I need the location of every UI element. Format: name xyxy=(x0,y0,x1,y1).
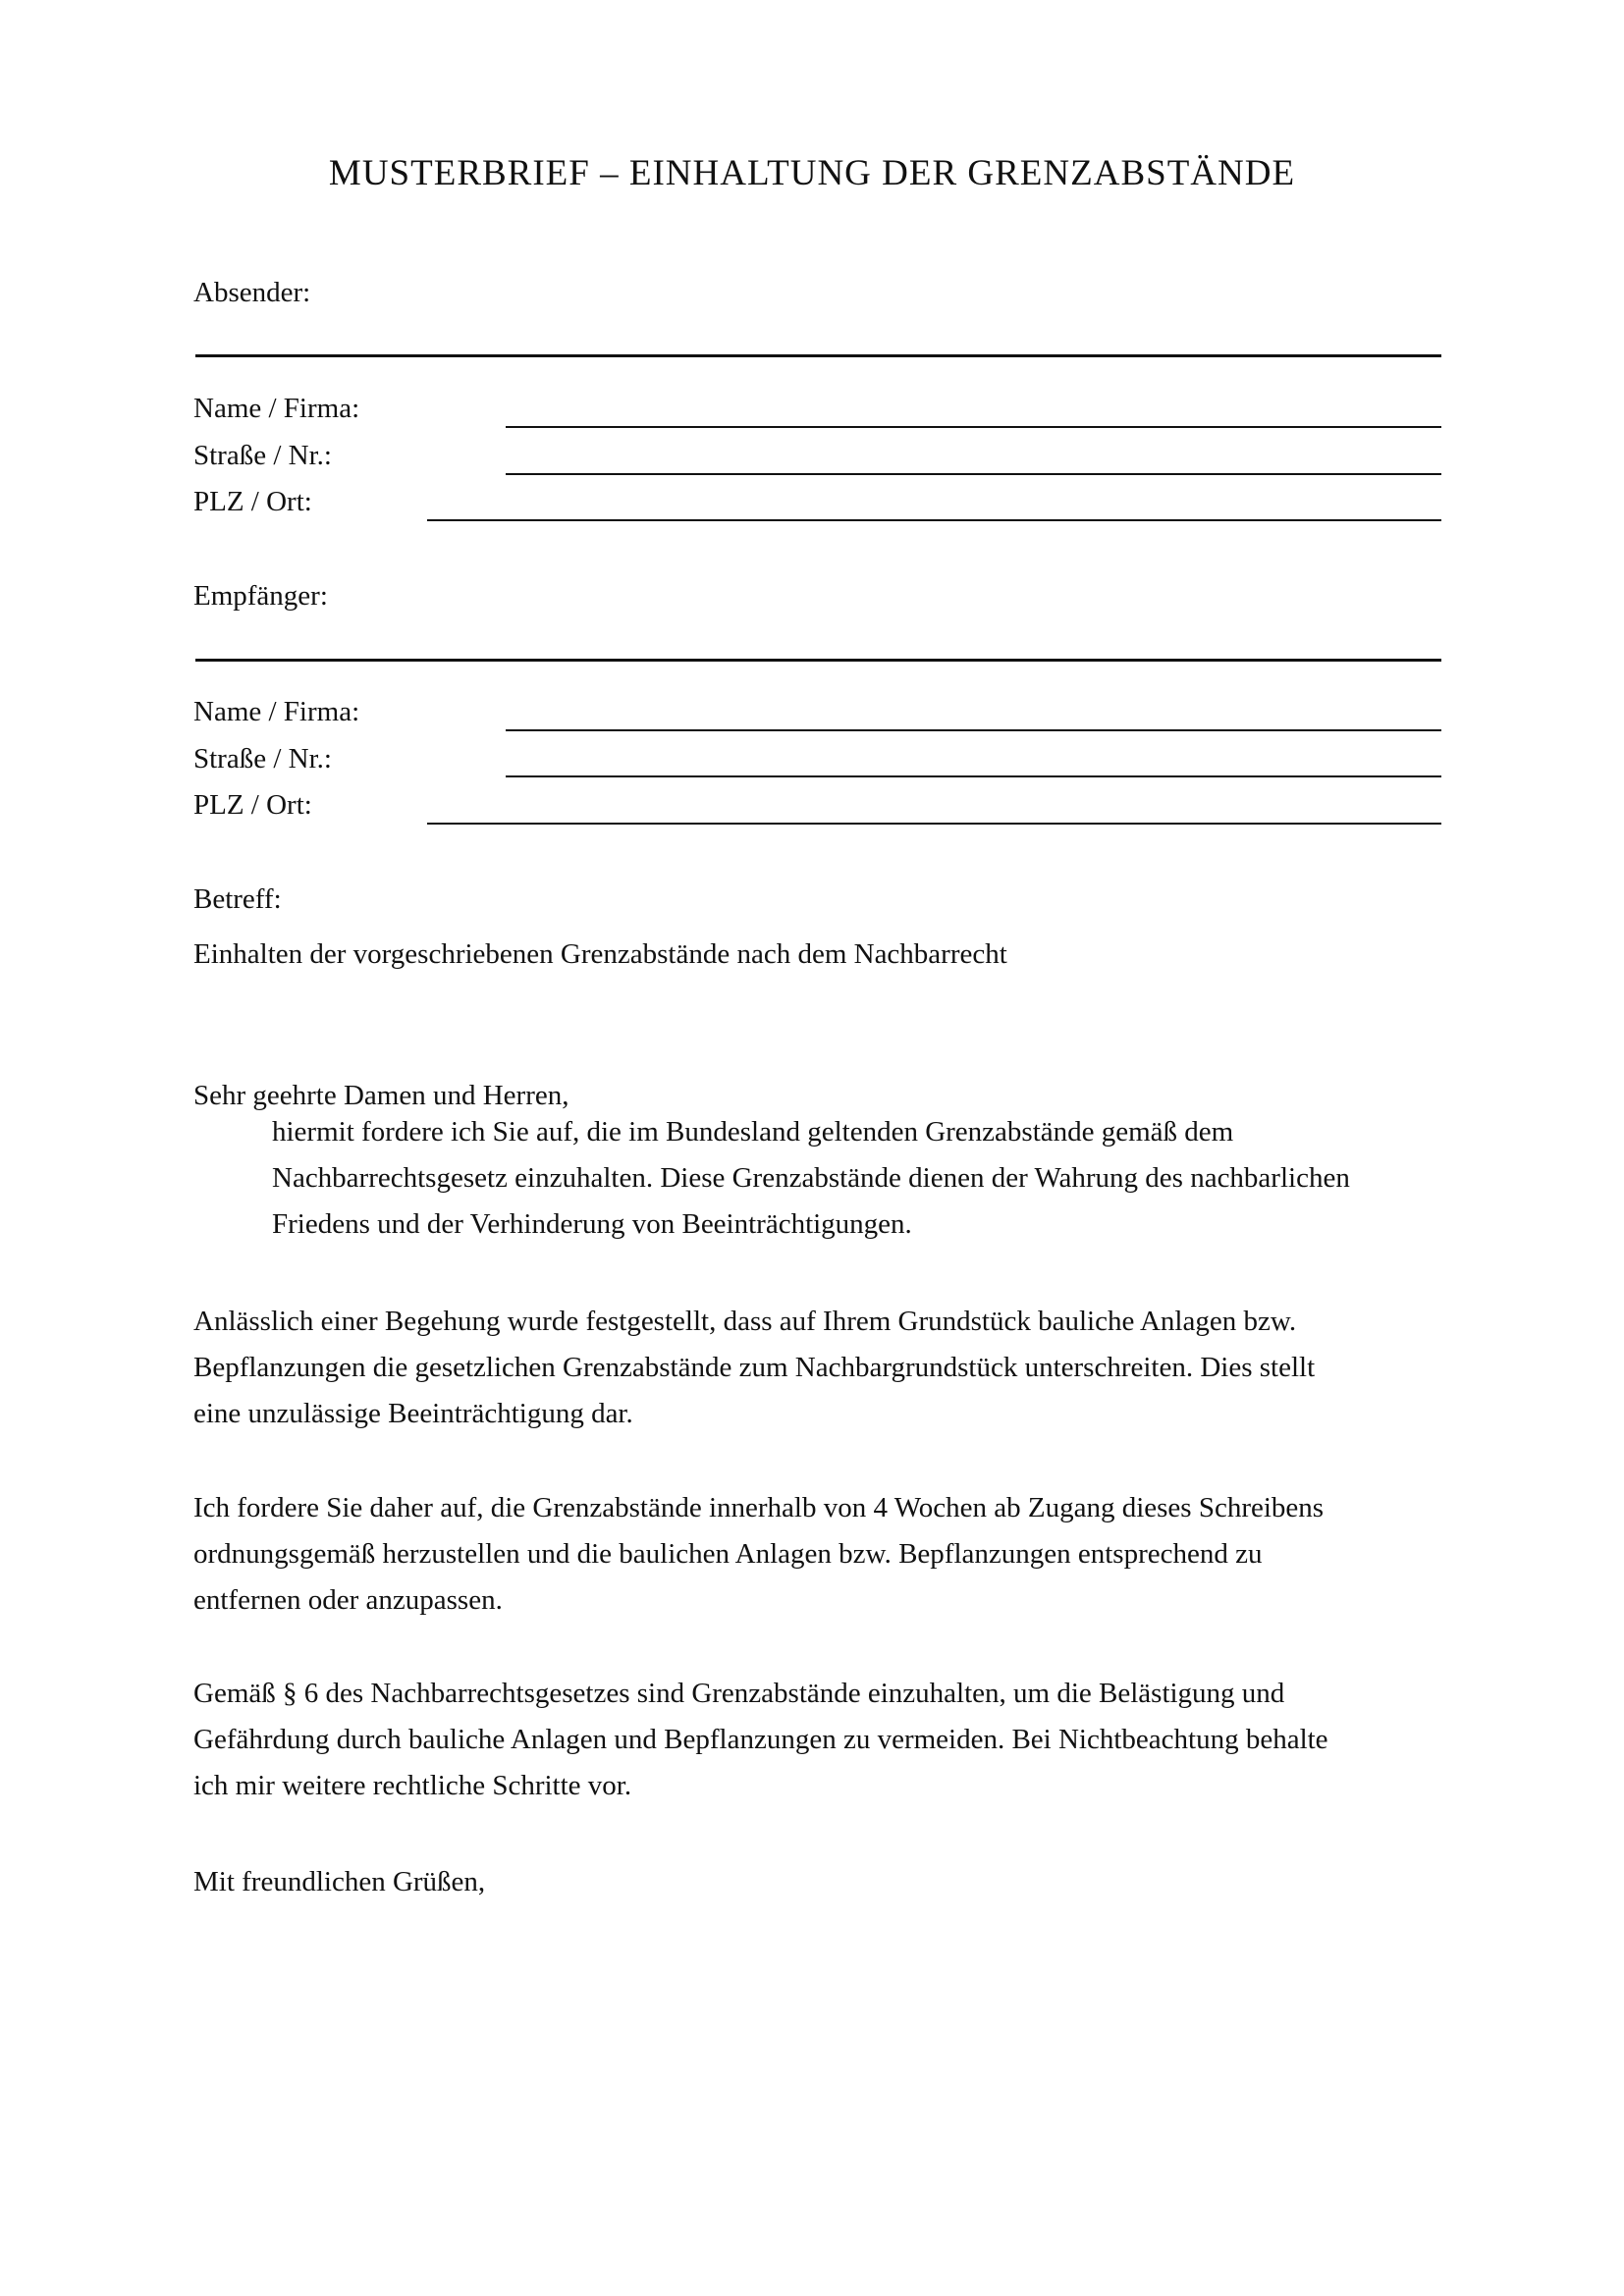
recipient-street-label: Straße / Nr.: xyxy=(193,743,332,774)
paragraph-legal xyxy=(193,1671,1460,1809)
paragraph-line: Gemäß § 6 des Nachbarrechtsgesetzes sind Grenzabstände einzuhalten, um die Belästigung und xyxy=(193,1678,1285,1709)
sender-heading: Absender: xyxy=(193,277,311,308)
paragraph-intro xyxy=(272,1109,1460,1248)
paragraph-finding xyxy=(193,1299,1460,1437)
subject-heading: Betreff: xyxy=(193,883,282,915)
paragraph-line: Ich fordere Sie daher auf, die Grenzabstände innerhalb von 4 Wochen ab Zugang dieses Schreibens xyxy=(193,1492,1325,1523)
sender-name-label: Name / Firma: xyxy=(193,393,360,424)
recipient-city-field[interactable] xyxy=(427,823,1441,825)
sender-street-label: Straße / Nr.: xyxy=(193,440,332,471)
recipient-name-label: Name / Firma: xyxy=(193,696,360,727)
paragraph-line: ordnungsgemäß herzustellen und die baulichen Anlagen bzw. Bepflanzungen entsprechend zu xyxy=(193,1538,1263,1570)
paragraph-demand xyxy=(193,1485,1460,1624)
sender-line[interactable] xyxy=(195,354,1441,357)
paragraph-line: Bepflanzungen die gesetzlichen Grenzabstände zum Nachbargrundstück unterschreiten. Dies stellt xyxy=(193,1352,1316,1383)
sender-street-field[interactable] xyxy=(506,473,1441,475)
sender-city-label: PLZ / Ort: xyxy=(193,486,312,517)
recipient-city-label: PLZ / Ort: xyxy=(193,789,312,821)
recipient-line[interactable] xyxy=(195,659,1441,662)
closing: Mit freundlichen Grüßen, xyxy=(193,1866,486,1897)
paragraph-line: entfernen oder anzupassen. xyxy=(193,1584,503,1616)
paragraph-line: Anlässlich einer Begehung wurde festgestellt, dass auf Ihrem Grundstück bauliche Anlagen bzw. xyxy=(193,1306,1297,1337)
paragraph-line: ich mir weitere rechtliche Schritte vor. xyxy=(193,1770,632,1801)
sender-name-field[interactable] xyxy=(506,426,1441,428)
page-title: MUSTERBRIEF – EINHALTUNG DER GRENZABSTÄNDE xyxy=(328,153,1296,193)
paragraph-line: Friedens und der Verhinderung von Beeinträchtigungen. xyxy=(272,1208,912,1240)
paragraph-line: hiermit fordere ich Sie auf, die im Bundesland geltenden Grenzabstände gemäß dem xyxy=(272,1116,1234,1148)
recipient-street-field[interactable] xyxy=(506,775,1441,777)
recipient-heading: Empfänger: xyxy=(193,580,328,612)
subject-text: Einhalten der vorgeschriebenen Grenzabstände nach dem Nachbarrecht xyxy=(193,938,1007,970)
paragraph-line: Gefährdung durch bauliche Anlagen und Bepflanzungen zu vermeiden. Bei Nichtbeachtung behalte xyxy=(193,1724,1328,1755)
paragraph-line: Nachbarrechtsgesetz einzuhalten. Diese Grenzabstände dienen der Wahrung des nachbarlichen xyxy=(272,1162,1350,1194)
recipient-name-field[interactable] xyxy=(506,729,1441,731)
sender-city-field[interactable] xyxy=(427,519,1441,521)
paragraph-line: eine unzulässige Beeinträchtigung dar. xyxy=(193,1398,633,1429)
salutation: Sehr geehrte Damen und Herren, xyxy=(193,1080,569,1111)
